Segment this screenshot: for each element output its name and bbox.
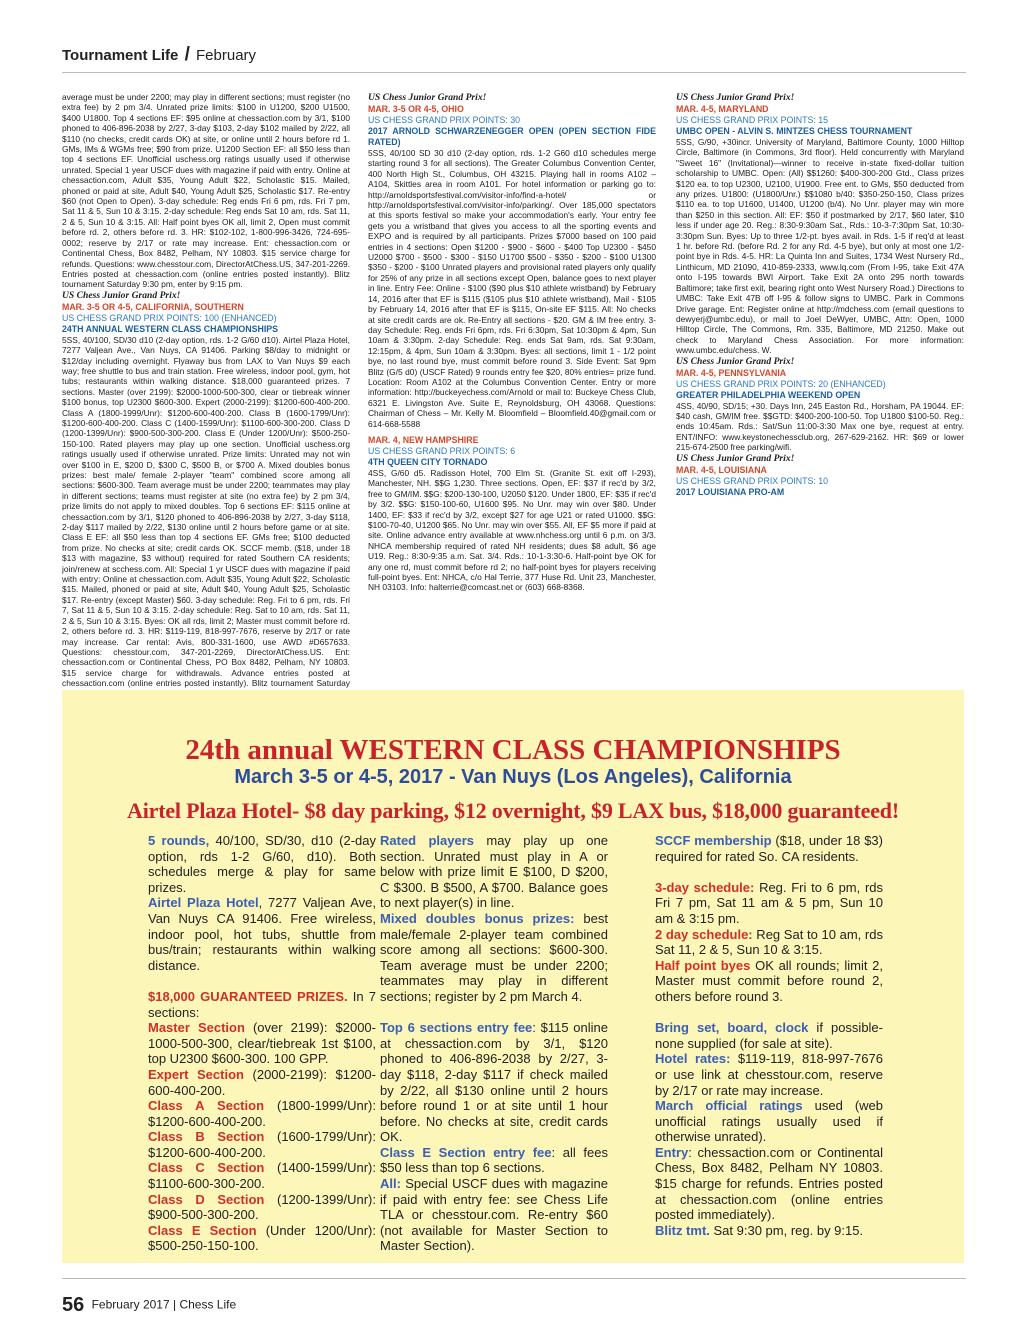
- ad-key: Class B Section: [148, 1129, 265, 1145]
- ad-key: 5 rounds,: [148, 833, 210, 848]
- ad-text: In 7 sections:: [148, 988, 376, 1020]
- page-number: 56: [62, 1294, 85, 1316]
- column-3: [676, 92, 964, 682]
- listing-date: MAR. 3-5 OR 4-5, CALIFORNIA, SOUTHERN: [62, 301, 244, 312]
- section-name: Tournament Life: [62, 47, 179, 64]
- header-rule: [62, 72, 966, 73]
- listing-date: MAR. 4-5, MARYLAND: [676, 104, 769, 114]
- ad-column-2: [380, 833, 608, 1254]
- ad-text: best male/female 2-player team combined score among all sections: $600-300. Team average must be under 2200; teammates may play in different sections; register by 2 pm March 4.: [380, 910, 608, 1004]
- ad-key: Class D Section: [148, 1191, 265, 1207]
- junior-gp-tag: US Chess Junior Grand Prix!: [676, 92, 795, 103]
- ad-text: Reg Sat to 10 am, rds Sat 11, 2 & 5, Sun 10 & 3:15.: [655, 926, 883, 958]
- ad-key: Blitz tmt.: [655, 1222, 710, 1238]
- ad-banner: Airtel Plaza Hotel- $8 day parking, $12 overnight, $9 LAX bus, $18,000 guaranteed!: [127, 798, 899, 823]
- ad-text: used (web unofficial ratings usually used if otherwise unrated).: [655, 1098, 883, 1145]
- ad-text: , 7277 Valjean Ave, Van Nuys CA 91406. Free wireless, indoor pool, hot tubs, shuttle from bus/train; restaurants within walking distance.: [148, 895, 376, 973]
- listing-date: MAR. 4, NEW HAMPSHIRE: [368, 434, 479, 445]
- gp-points: US CHESS GRAND PRIX POINTS: 30: [368, 115, 521, 125]
- ad-text: 40/100, SD/30, d10 (2-day option, rds 1-2 G/60, d10). Both schedules merge & play for same prizes.: [148, 833, 376, 895]
- ad-key: 3-day schedule:: [655, 879, 755, 895]
- ad-text: if possible- none supplied (for sale at site).: [655, 1020, 883, 1051]
- ad-key: Half point byes: [655, 957, 751, 973]
- listing-title: 4TH QUEEN CITY TORNADO: [368, 456, 488, 467]
- ad-column-3: [655, 833, 883, 1238]
- footer-separator: |: [172, 1297, 177, 1312]
- header-month: February: [196, 47, 257, 64]
- ad-text: (1400-1599/Unr): $1100-600-300-200.: [148, 1160, 376, 1192]
- listing-body: 5SS, 40/100 SD 30 d10 (2-day option, rds. 1-2 G60 d10 schedules merge starting round 3 for all sections). The Greater Columbus Convention Center, 400 North High St., Columbus, OH 43215. Playing hall in rooms A102 – A104, Skittles area in room A101. For hotel information or parking go to: http://arnoldsportsfestival.com/visitor-info/find-a-hotel/ or http://arnoldsportsfestival.com/visitor-info/parking/. Over 185,000 spectators at this sports festival so make your accommodation's early. Your entry fee gets you a wristband that gives you access to all the sporting events and EXPO and is required by all participants. Prizes $7000 based on 100 paid entries in 4 sections: Open $1200 - $900 - $600 - $400 Top U2300 - $450 U2000 $700 - $500 - $300 - $150 U1700 $500 - $350 - $200 - $100 U1300 $350 - $200 - $100 Unrated players and provisional rated players only qualify for 25% of any prize in all sections except Open, balance goes to next player in line. Entry Fee: Online - $100 ($90 plus $10 athlete wristband) by February 14, 2016 after that EF is $115 ($105 plus $10 athlete wristband), Mail - $105 by February 14, 2016 after that EF is $115, On-site EF $115. All: No checks at site credit cards are ok. Re-Entry all sections - $20. GM & IM free entry. 3-day Schedule: Reg. ends Fri 6pm, rds. Fri 6:30pm, Sat 10:30pm & 4pm, Sun 10am & 3:30pm. 2-day Schedule: Reg. ends Sat 9am, rds. Sat 9:30am, 12:15pm, & 4pm, Sun 10am & 3:30pm. Byes: all sections, limit 1 - 1/2 point bye, no last round bye, must commit before round 3. Side Event: Sat 9pm Blitz (G/5 d0) (USCF Rated) 9 rounds entry fee $20, 80% entries= prize fund. Location: Room A102 at the Columbus Convention Center. Entry or more information: http://buckeyechess.com/Arnold or mail to: Buckeye Chess Club, 6321 E. Livingston Ave. Suite E, Reynoldsburg, OH 43068. Questions: Chairman of Chess – Mr. Kelly M. Bloomfield – Bloomfield.40@gmail.com or 614-668-5588: [368, 148, 656, 429]
- ad-key: $18,000 GUARANTEED PRIZES.: [148, 988, 348, 1004]
- ad-key: Mixed doubles bonus prizes:: [380, 910, 575, 926]
- column-1: [62, 92, 350, 689]
- continued-text: average must be under 2200; may play in different sections; must register (no extra fee) by 2 pm 3/4. Unrated prize limits: $100 in U1200, $200 U1500, $400 U1800. Top 4 sections EF: $95 online at chessaction.com by 3/1, $100 phoned to 406-896-2038 by 2/27, 3-day $103, 2-day $102 mailed by 2/22, all $110 (no checks, credit cards OK) at site, or online until 2 hours before rd 1. GMs, IMs & WGMs free; $90 from prize. U1200 Section EF: all $50 less than top 4 sections EF. Unofficial uschess.org ratings usually used if otherwise unrated. Special 1 year USCF dues with magazine if paid with entry. Online at chessaction.com, Adult $35, Young Adult $22, Scholastic $15. Mailed, phoned or paid at site, Adult $40, Young Adult $25, Scholastic $17. Re-entry $60 (not Open to Open). 3-day schedule: Reg ends Fri 6 pm, rds. Fri 7 pm, Sat 11 & 5, Sun 10 & 3:15. 2-day schedule: Reg ends Sat 10 am, rds. Sat 11, 2 & 5, Sun 10 & 3:15. All: Half point byes OK all, limit 2, Open must commit before rd. 2, others before rd. 3. HR: $102-102, 1-800-996-3426, 724-695-0002; reserve by 2/17 or rate may increase. Ent: chessaction.com or Continental Chess, Box 8482, Pelham, NY 10803. $15 service charge for refunds. Questions: www.chesstour.com, DirectorAtChess.US, 347-201-2269. Entries posted at chessaction.com (online entries posted instantly). Blitz tournament Saturday 9:30 pm, enter by 9:15 pm.: [62, 92, 350, 290]
- ad-text: (1800-1999/Unr): $1200-600-400-200.: [148, 1098, 376, 1129]
- ad-key: Master Section: [148, 1020, 245, 1036]
- ad-key: Expert Section: [148, 1066, 244, 1082]
- gp-points: US CHESS GRAND PRIX POINTS: 6: [368, 445, 516, 456]
- listing-body: 5SS, 40/100, SD/30 d10 (2-day option, rds. 1-2 G/60 d10). Airtel Plaza Hotel, 7277 Valjean Ave., Van Nuys, CA 91406. Parking $8/day to midnight or $12/day including overnight. Flyaway bus from LAX to Van Nuys $9 each way; free shuttle to bus and train station. Free wireless, indoor pool, gym, hot tubs; restaurants within walking distance. $18,000 guaranteed prizes. 7 sections. Master (over 2199): $2000-1000-500-300, clear or tiebreak winner $100 bonus, top U2300 $600-300. Expert (2000-2199): $1200-600-400-200. Class A (1800-1999/Unr): $1200-600-400-200. Class B (1600-1799/Unr): $1200-600-400-200. Class C (1400-1599/Unr): $1100-600-300-200. Class D (1200-1399/Unr): $900-500-300-200. Class E (Under 1200/Unr): $500-250-150-100. Rated players may play up one section. Unofficial uschess.org ratings usually used if otherwise unrated. Prize limits: Unrated may not win over $100 in E, $200 D, $300 C, $500 B, or $700 A. Mixed doubles bonus prizes: best male/ female 2-player "team" combined score among all sections: $600-300. Team average must be under 2200; teammates may play in different sections; teams must register at site (no extra fee) by 2 pm 3/4, prize limits do not apply to mixed doubles. Top 6 sections EF: $115 online at chessaction.com by 3/1, $120 phoned to 406-896-2038 by 2/27, 3-day $118, 2-day $117 mailed by 2/22, $130 online until 2 hours before game or at site. Class E EF: all $50 less than top 4 sections EF. GMs free; $100 deducted from prize. No checks at site; credit cards OK. SCCF memb. ($18, under 18 $13 with magazine, $3 without) required for rated Southern CA residents; join/renew at scchess.com. All: Special 1 yr USCF dues with magazine if paid with entry: Online at chessaction.com. Adult $35, Young Adult $22, Scholastic $15. Mailed, phoned or paid at site, Adult $40, Young Adult $25, Scholastic $17. Re-entry (except Master) $60. 3-day schedule: Reg. Fri to 6 pm, rds. Fri 7, Sat 11 & 5, Sun 10 & 3:15. 2-day schedule: Reg. Sat to 10 am, rds. Sat 11, 2 & 5, Sun 10 & 3:15. Byes: OK all rds, limit 2; Master must commit before rd. 2, others before rd. 3. HR: $119-119, 818-997-7676, reserve by 2/17 or rate may increase. Car rental: Avis, 800-331-1600, use AWD #D657633. Questions: chesstour.com, 347-201-2269, DirectorAtChess.US. Ent: chessaction.com or Continental Chess, PO Box 8482, Pelham, NY 10803. $15 service charge for withdrawals. Advance entries posted at chessaction.com (online entries posted instantly). Blitz tournament Saturday: [62, 334, 350, 689]
- listing-title: 24TH ANNUAL WESTERN CLASS CHAMPIONSHIPS: [62, 323, 279, 334]
- ad-key: Hotel rates:: [655, 1051, 731, 1067]
- listing-title: 2017 LOUISIANA PRO-AM: [676, 486, 785, 497]
- listing-date: MAR. 4-5, LOUISIANA: [676, 464, 767, 475]
- gp-points: US CHESS GRAND PRIX POINTS: 100 (ENHANCED): [62, 312, 277, 323]
- ad-text: : chessaction.com or Continental Chess, Box 8482, Pelham NY 10803. $15 charge for refunds. Entries posted at chessaction.com (online entries posted immediately).: [655, 1144, 883, 1223]
- footer-rule: [62, 1278, 966, 1279]
- listing-body: 4SS, 40/90, SD/15; +30. Days Inn, 245 Easton Rd., Horsham, PA 19044. EF: $40 cash, GM/IM free. $$GTD: $400-200-100-50. Top U1800 $100-50. Reg.: ends 10:45am. Rds.: Sat/Sun 11:00-3:30 Max one bye, request at entry. ENT/INFO: www.keystonechessclub.org, 267-629-2162. HR: $69 or lower 215-674-2500 free parking/wifi.: [676, 400, 964, 453]
- junior-gp-tag: US Chess Junior Grand Prix!: [62, 289, 181, 301]
- ad-subhead: March 3-5 or 4-5, 2017 - Van Nuys (Los Angeles), California: [234, 766, 792, 788]
- ad-key: March official ratings: [655, 1098, 803, 1114]
- gp-points: US CHESS GRAND PRIX POINTS: 20 (ENHANCED): [676, 378, 886, 389]
- ad-key: Class E Section entry fee: [380, 1144, 552, 1160]
- ad-key: Top 6 sections entry fee: [380, 1020, 533, 1036]
- listing-title: GREATER PHILADELPHIA WEEKEND OPEN: [676, 389, 861, 400]
- running-header: [62, 44, 256, 66]
- ad-key: Rated players: [380, 833, 475, 848]
- ad-key: Class A Section: [148, 1098, 265, 1114]
- ad-key: Bring set, board, clock: [655, 1020, 809, 1036]
- ad-key: 2 day schedule:: [655, 926, 753, 942]
- ad-key: Entry: [655, 1144, 689, 1160]
- listing-body: 5SS, G/90, +30incr. University of Maryland, Baltimore County, 1000 Hilltop Circle, Baltimore (in Commons, 3rd floor). Held concurrently with Maryland "Sweet 16" (Invitational)—winner to receive in-state fixed-dollar tuition scholarship to UMBC. Open: (All) $$1260: $400-300-200 Gtd., Class prizes $120 ea. to top U2300, U2100, U1900. Free ent. to GMs, $50 deducted from any prizes. U1800: (U1800/Unr.) $$1080 b/40: $350-250-150, Class prizes $110 ea. to top U1600, U1400, U1200 (b/4). No Unr. player may win more than $250 in this section. All: EF: $50 if postmarked by 2/17, $60 later, $10 less if under age 20. Reg.: 8:30-9:30am Sat., Rds.: 10-3-7:30pm Sat, 10:30-3:30pm Sun. Byes: Up to three 1/2-pt. byes avail. in Rds. 1-5 if req'd at least 1 hr. before Rd. (before Rd. 2 for any Rd. 4-5 bye), but only at most one 1/2-point bye in Rds. 4-5. HR: La Quinta Inn and Suites, 1734 West Nursery Rd., Linthicum, MD 21090, 410-859-2333, www.lq.com (From I-95, take Exit 47A onto I-195 towards BWI Airport. Take Exit 2A onto 295 north towards Baltimore; take first exit, bearing right onto West Nursery Road.) Directions to UMBC: Take Exit 47B off I-95 & follow signs to UMBC. Park in Commons Drive garage. Ent: Register online at http://mdchess.com (email questions to dewyerj@umbc.edu), or mail to Joel DeWyer, UMBC, Attn: Open, 1000 Hilltop Circle, The Commons, Rm. 335, Baltimore, MD 21250. Make out check to Maryland Chess Association. For more information: www.umbc.edu/chess. W.: [676, 137, 964, 356]
- magazine-name: Chess Life: [179, 1297, 237, 1312]
- ad-key: All:: [380, 1176, 401, 1192]
- ad-text: Special USCF dues with magazine if paid with entry fee: see Chess Life TLA or chesstour.com. Re-entry $60 (not available for Master Section to Master Section).: [380, 1176, 608, 1254]
- issue-date: February 2017: [91, 1297, 170, 1312]
- ad-key: Class E Section: [148, 1222, 257, 1238]
- ad-key: SCCF membership: [655, 833, 772, 848]
- ad-text: OK all rounds; limit 2, Master must commit before round 2, others before round 3.: [655, 957, 883, 1004]
- ad-column-1: [148, 833, 376, 1254]
- listing-title: UMBC OPEN - ALVIN S. MINTZES CHESS TOURNAMENT: [676, 126, 913, 136]
- display-ad: [62, 690, 964, 1263]
- ad-text: (1600-1799/Unr): $1200-600-400-200.: [148, 1129, 376, 1160]
- ad-headline: 24th annual WESTERN CLASS CHAMPIONSHIPS: [185, 734, 841, 766]
- listing-title: 2017 ARNOLD SCHWARZENEGGER OPEN (OPEN SECTION FIDE RATED): [368, 126, 656, 147]
- ad-text: Sat 9:30 pm, reg. by 9:15.: [709, 1222, 864, 1238]
- ad-text: (over 2199): $2000-1000-500-300, clear/tiebreak 1st $100, top U2300 $600-300. 100 GPP.: [148, 1020, 376, 1067]
- column-2: [368, 92, 656, 682]
- ad-key: Airtel Plaza Hotel: [148, 895, 259, 911]
- junior-gp-tag: US Chess Junior Grand Prix!: [368, 92, 487, 103]
- ad-text: Reg. Fri to 6 pm, rds Fri 7 pm, Sat 11 am & 5 pm, Sun 10 am & 3:15 pm.: [655, 879, 883, 926]
- listing-date: MAR. 3-5 OR 4-5, OHIO: [368, 104, 464, 114]
- ad-text: (1200-1399/Unr): $900-500-300-200.: [148, 1191, 376, 1223]
- ad-text: (Under 1200/Unr): $500-250-150-100.: [148, 1222, 376, 1254]
- listing-date: MAR. 4-5, PENNSYLVANIA: [676, 367, 787, 378]
- gp-points: US CHESS GRAND PRIX POINTS: 15: [676, 115, 829, 125]
- listing-body: 4SS, G/60 d5. Radisson Hotel, 700 Elm St. (Granite St. exit off I-293), Manchester, NH. $$G 1,230. Three sections. Open, EF: $37 if rec'd by 3/2, free to GM/IM. $$G: $200-130-100, U2050 $120. Under 1800, EF: $35 if rec'd by 3/2. $$G: $150-100-60, U1600 $95. No Unr. may win over $80. Under 1400, EF: $33 if rec'd by 3/2, except $27 for age U21 or rated U1000. $$G: $100-70-40, U1200 $65. No Unr. may win over $55. All, EF $5 more if paid at site. Online advance entry available at www.nhchess.org until 6 p.m. on 3/3. NHCA membership required of rated NH residents; dues $8 adult, $6 age U19. Reg.: 8:30-9:35 a.m. Sat. 3/4. Rds.: 10-1-3:30-6. Half-point bye OK for any one rd, must commit before rd 2; no half-point byes for players receiving full-point byes. Ent: NHCA, c/o Hal Terrie, 377 Huse Rd. Unit 23, Manchester, NH 03103. Info: halterrie@comcast.net or (603) 668-8368.: [368, 467, 656, 593]
- junior-gp-tag: US Chess Junior Grand Prix!: [676, 452, 795, 464]
- ad-text: may play up one section. Unrated must play in A or below with prize limit E $100, D $200, C $300. B $500, A $700. Balance goes to next player(s) in line.: [380, 833, 608, 911]
- gp-points: US CHESS GRAND PRIX POINTS: 10: [676, 475, 829, 486]
- header-separator: /: [184, 44, 190, 65]
- ad-text: (2000-2199): $1200-600-400-200.: [148, 1066, 376, 1098]
- page-footer: [62, 1294, 236, 1317]
- junior-gp-tag: US Chess Junior Grand Prix!: [676, 355, 795, 367]
- ad-key: Class C Section: [148, 1160, 265, 1176]
- ad-text: : $115 online at chessaction.com by 3/1, $120 phoned to 406-896-2038 by 2/27, 3-day $118, 2-day $117 if check mailed by 2/22, all $130 online until 2 hours before round 1 or at site until 1 hour before. No checks at site, credit cards OK.: [380, 1020, 608, 1145]
- ad-text: : all fees $50 less than top 6 sections.: [380, 1144, 608, 1176]
- ad-text: $119-119, 818-997-7676 or use link at chesstour.com, reserve by 2/17 or rate may increase.: [655, 1051, 883, 1098]
- ad-text: ($18, under 18 $3) required for rated So. CA residents.: [655, 833, 883, 864]
